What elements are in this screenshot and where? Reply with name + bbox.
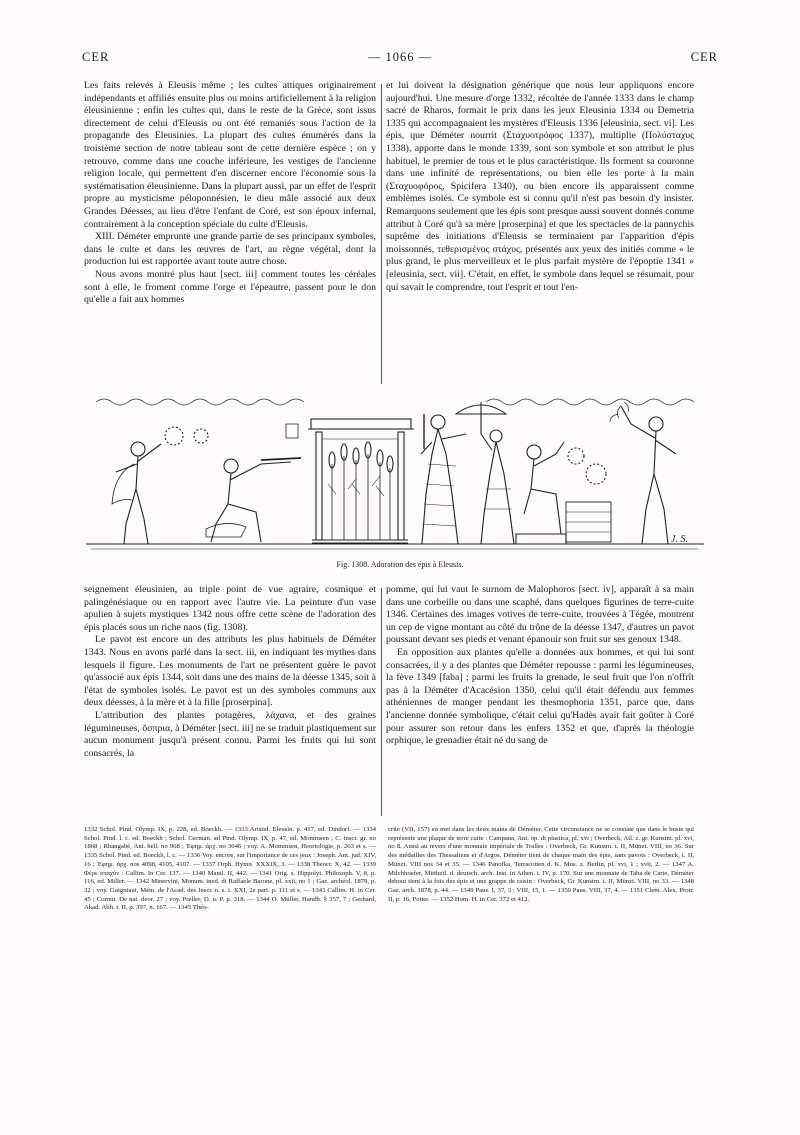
figure-caption: Fig. 1308. Adoration des épis à Eleusis. bbox=[336, 560, 464, 569]
paragraph: pomme, qui lui vaut le surnom de Malophoros [sect. iv], apparaît à sa main dans une corbeille ou dans une scaphé, dans quelques figurines de terre-cuite 1346. Certaines des images votives de terre-cuite, trouvées à Tégée, montrent un cep de vigne montant au côté du trône de la déesse 1347, d'autres un pavot poussant devant ses pieds et venant épanouir son fruit sur ses genoux 1348. bbox=[386, 584, 694, 646]
paragraph: XIII. Déméter emprunte une grande partie de ses principaux symboles, dans le culte et dans les œuvres de l'art, au règne végétal, dont la production lui est rapportée avant toute autre chose. bbox=[84, 231, 376, 268]
running-header bbox=[82, 50, 718, 70]
hanging-fillet bbox=[286, 424, 298, 438]
figure-woman-parasol bbox=[456, 402, 514, 544]
header-left-keyword: CER bbox=[82, 50, 110, 64]
paragraph: et lui doivent la désignation générique que nous leur appliquons encore aujourd'hui. Une mesure d'orge 1332, récoltée de l'année 1333 dans le champ sacré de Rharos, formait le prix dans les jeux Eleusinia 1334 ou Demetria 1335 qui accompagnaient les mystères d'Eleusis 1336 [eleusinia, sect. vi]. Les épis, que Déméter nourrit (Σταχυοτρόφος 1337), multiplie (Πολύσταχυς 1338), apporte dans le monde 1339, sont son symbole et son attribut le plus habituel, le premier de tous et le plus caractéristique. Ils forment sa couronne dans une infinité de représentations, ou bien elle les porte à la main (Σταχυοφόρος, Spicifera 1340), ou bien encore ils apparaissent comme emblèmes isolés. Ce symbole est si connu qu'il n'est pas besoin d'y insister. Remarquons seulement que les épis sont presque aussi souvent donnés comme attribut à Coré qu'à sa mère [proserpina] et que les spectacles de la pannychis suprême des initiations d'Eleusis se terminaient par l'apparition d'épis moissonnés, τεθερισμένος στάχυς, présentés aux yeux des initiés comme « le plus grand, le plus merveilleux et le plus parfait mystère de l'époptie 1341 » [eleusinia, sect. vii]. C'était, en effet, le symbole dans lequel se résumait, pour qui savait le comprendre, tout l'esprit et tout l'en- bbox=[386, 80, 694, 293]
figure-draped-woman bbox=[421, 414, 466, 544]
column-rule bbox=[381, 588, 382, 816]
paragraph: Nous avons montré plus haut [sect. iii] comment toutes les céréales sont à elle, le froment comme l'orge et l'épeautre, passent pour le don qu'elle a fait aux hommes bbox=[84, 268, 376, 306]
artist-signature: J. S. bbox=[671, 534, 688, 545]
paragraph: Les faits relevés à Eleusis même ; les cultes attiques originairement indépendants et affiliés ensuite plus ou moins artificiellement à la religion éleusinienne ; enfin les cultes qui, dans le reste de la Grèce, sont issus directement de celui d'Eleusis ou ont été remaniés sous l'action de la propagande des Eleusinies. La plupart des cultes énumérés dans la troisième section de notre tableau sont de cette dernière espèce ; on y retrouve, comme dans une couche inférieure, les vestiges de l'ancienne religion locale, qui permettent d'en discerner encore l'économie sous la systématisation éleusinienne. Dans la plupart aussi, par un effet de l'esprit propre au mysticisme péloponnésien, le dieu mâle associé aux deux Grandes Déesses, au lieu d'être l'enfant de Coré, est son époux infernal, contrairement à la conception spéciale du culte d'Eleusis. bbox=[84, 80, 376, 230]
vase-painting-figure bbox=[86, 394, 704, 554]
figure-youth-branch bbox=[586, 402, 676, 544]
column-top-right bbox=[386, 80, 694, 294]
column-top-left bbox=[84, 80, 376, 307]
column-rule bbox=[381, 84, 382, 384]
footnotes-left bbox=[84, 826, 376, 913]
naos-shrine bbox=[308, 419, 414, 543]
footnotes-right bbox=[388, 826, 694, 904]
footnote-block: 1332 Schol. Pind. Olymp. IX, p. 228, ed. Boeckh. — 1333 Aristid. Eleusin. p. 417, ed. Dindorf. — 1334 Schol. Pind. l. c. ed. Boeckh ; Schol. German. ad Pind. Olymp. IX, p. 47, ed. Mommsen ; C. inscr. gr. no 1868 ; Rhangabé, Ant. hell. no 968 ; Ἐφημ. ἀρχ. no 3046 ; voy. A. Mommsen, Heortologie, p. 263 et s. — 1335 Schol. Pind. ed. Boeckh, l. c. — 1336 Voy. encore, sur l'importance de ces jeux : Joseph. Ant. jud. XIV, 16 ; Ἐφημ. ἀρχ. nos 4098, 4105, 4107. — 1337 Orph. Hymn. XXXIX, 3. — 1338 Theocr. X, 42. — 1339 Φέρε σταχύν : Callim. In Cer. 137. — 1340 Manil. II, 442. — 1341 Orig. s. Hippolyt. Philosoph. V, 8, p. 116, ed. Miller. — 1342 Minervini, Monum. ined. di Raffaele Barone, pl. xxii, no 1 ; Gaz. archéol. 1879, p. 32 ; voy. Guigniaut, Mém. de l'Acad. des Inscr. n. s. t. XXI, 2e part. p. 111 et s. — 1343 Callim. H. in Cer. 45 ; Cornut. De nat. deor. 27 ; voy. Preller, D. u. P. p. 318. — 1344 O. Müller, Handb. § 357, 7 ; Gerhard, Akad. Abh. t. II, p. 397, n. 167. — 1345 Théo- bbox=[84, 826, 376, 912]
paragraph: En opposition aux plantes qu'elle a données aux hommes, et qui lui sont consacrées, il y a des plantes que Déméter repousse : parmi les légumineuses, la fève 1349 [faba] ; parmi les fruits la grenade, le seul fruit que l'on n'offrît pas à la Déméter d'Acacésion 1350, celui qu'il était défendu aux femmes athéniennes de manger pendant les thesmophoria 1351, parce que, dans l'ancienne donnée symbolique, c'était celui qu'Hadès avait fait goûter à Coré pour assurer son retour dans les enfers 1352 et que, d'après la théologie orphique, le grenadier était né du sang de bbox=[386, 646, 694, 747]
paragraph: seignement éleusinien, au triple point de vue agraire, cosmique et palingénésiaque ou en rapport avec l'autre vie. La peinture d'un vase apulien à sujets mystiques 1342 nous offre cette scène de l'adoration des épis placés sous un riche naos (fig. 1308). bbox=[84, 584, 376, 633]
ornament-band-right bbox=[486, 399, 694, 405]
footnote-block: crite (VII, 157) en met dans les deux mains de Déméter. Cette circonstance ne se constate que dans le buste qui représente une plaque de terre cuite : Campana, Ant. op. di plastica, pl. xvi ; Overbeck, Atl. z. gr. Kunstm. pl. xvi, no 8. Aussi au revers d'une monnaie impériale de Tralles : Overbeck, Gr. Kunstm. t. II, Münzt. VIII, no 36. Sur des médailles des Thessaliens et d'Argos. Déméter tient de chaque main des épis, sans pavots : Overbeck, t. II, Münzt. VIII nos 34 et 35. — 1346 Panofka, Terracotten d. K. Mus. z. Berlin, pl. xvi, 1 ; xvii, 2. — 1347 A. Milchhoefer, Mittheil. d. deutsch. arch. Inst. in Athen. t. IV, p. 170. Sur une monnaie de Taba de Carie, Déméter debout tient à la fois des épis et une grappe de raisin : Overbeck, Gr. Kunstm. t. II, Münzt. VIII, no 33. — 1348 Gaz. arch. 1878, p. 44. — 1349 Paus. I, 37, 3 ; VIII, 15, 1. — 1350 Paus. VIII, 37, 4. — 1351 Clem. Alex. Protr. II, p. 16, Potter. — 1352 Hom. H. in Cer. 372 et 412. bbox=[388, 826, 694, 903]
header-right-keyword: CER bbox=[690, 50, 718, 64]
ornament-band-left bbox=[96, 399, 304, 405]
figure-seated-youth bbox=[206, 458, 301, 542]
column-bottom-left bbox=[84, 584, 376, 760]
column-bottom-right bbox=[386, 584, 694, 748]
figure-seated-goddess bbox=[516, 442, 611, 544]
paragraph: L'attribution des plantes potagères, λάχανα, et des graines légumineuses, ὄσπρια, à Déméter [sect. iii] ne se traduit plastiquement sur aucun monument jusqu'à présent connu. Parmi les fruits qui lui sont consacrés, la bbox=[84, 709, 376, 759]
figure-youth-wreath bbox=[112, 427, 208, 544]
paragraph: Le pavot est encore un des attributs les plus habituels de Déméter 1343. Nous en avons parlé dans la sect. iii, en indiquant les mythes dans lesquels il figure. Les monuments de l'art ne présentent guère le pavot qu'associé aux épis 1344, soit dans une des mains de la déesse 1345, soit à l'état de symboles isolés. Le pavot est un des symboles communs aux deux déesses, à la mère et à la fille [proserpina]. bbox=[84, 634, 376, 709]
page-number: — 1066 — bbox=[367, 50, 433, 64]
